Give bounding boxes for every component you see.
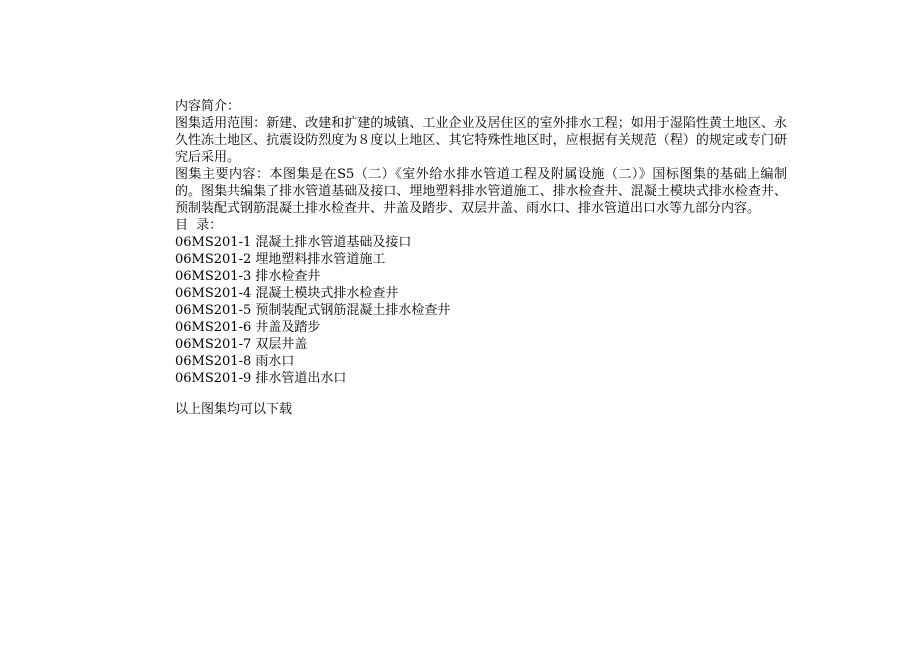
toc-item: 06MS201-4 混凝土模块式排水检查井 <box>175 286 399 301</box>
toc-item: 06MS201-7 双层井盖 <box>175 337 308 352</box>
toc-item: 06MS201-6 井盖及踏步 <box>175 320 321 335</box>
spacer <box>175 387 787 401</box>
toc-item: 06MS201-9 排水管道出水口 <box>175 371 347 386</box>
content-paragraph: 图集主要内容：本图集是在S5（二）《室外给水排水管道工程及附属设施（二）》国标图集的基础上编制的。图集共编集了排水管道基础及接口、埋地塑料排水管道施工、排水检查井、混凝土模块式排水检查井、预制装配式钢筋混凝土排水检查井、井盖及踏步、双层井盖、雨水口、排水管道出口水等九部分内容。 <box>175 167 787 216</box>
intro-heading: 内容简介： <box>175 99 241 114</box>
document-page <box>175 98 787 418</box>
toc-heading: 目 录： <box>175 218 223 233</box>
toc-list <box>175 234 787 387</box>
toc-item: 06MS201-8 雨水口 <box>175 354 295 369</box>
toc-item: 06MS201-2 埋地塑料排水管道施工 <box>175 252 386 267</box>
scope-paragraph: 图集适用范围：新建、改建和扩建的城镇、工业企业及居住区的室外排水工程；如用于湿陷性黄土地区、永久性冻土地区、抗震设防烈度为８度以上地区、其它特殊性地区时，应根据有关规范（程）的规定或专门研究后采用。 <box>175 116 787 165</box>
download-note: 以上图集均可以下载 <box>175 402 293 417</box>
toc-item: 06MS201-5 预制装配式钢筋混凝土排水检查井 <box>175 303 451 318</box>
toc-item: 06MS201-3 排水检查井 <box>175 269 321 284</box>
toc-item: 06MS201-1 混凝土排水管道基础及接口 <box>175 235 412 250</box>
